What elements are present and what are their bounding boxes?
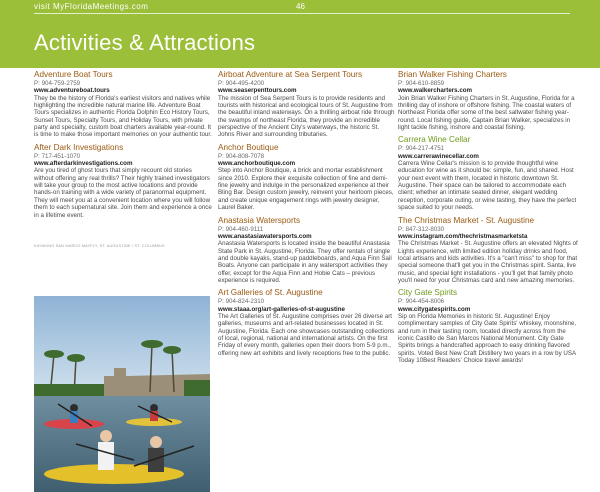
listing-anastasia-watersports: [218, 216, 396, 285]
listing-after-dark-investigations: [34, 143, 212, 219]
listing-phone: P: 717-451-1070: [34, 152, 81, 160]
header-divider: [34, 13, 570, 14]
listing-christmas-market: [398, 216, 578, 285]
column-1: [34, 70, 212, 223]
listing-phone: P: 904-610-8859: [398, 80, 445, 87]
listing-url[interactable]: www.instagram.com/thechristmasmarketsta: [398, 232, 528, 240]
listing-description: Anastasia Watersports is located inside the beautiful Anastasia State Park in St. Augustine, Florida. They offer rentals of single and double kayaks, stand-up paddleboards, and Aqua Finn Sail Boats. Anyone can participate in any watersport activities they offer, except for the Aqua Finn and Hobie Cats – previous experience is required.: [218, 240, 392, 284]
listing-phone: P: 904-759-2759: [34, 80, 81, 87]
listing-description: The Christmas Market - St. Augustine offers an elevated Nights of Lights experience, with limited edition holiday drinks and food, local artisans and kids activities. It's a "can't miss" to shop for that special someone that'll get you in the Christmas spirit. Santa, live music, and special light installations - you'll get that family photo you'll need for your Christmas card and new amazing memories.: [398, 240, 578, 284]
listing-title: Brian Walker Fishing Charters: [398, 70, 507, 79]
listing-description: Carrera Wine Cellar's mission is to provide thoughtful wine education for wine as it should be: simple, fun, and shared. Host your next event with them, located in historic downtown St. Augustine. Their space can be tailored to accommodate each client; whether an intimate seated dinner, elegant wedding reception, corporate outing, or wine tasting, they have the perfect space suited to your needs.: [398, 160, 577, 212]
listing-url[interactable]: www.afterdarkinvestigations.com: [34, 160, 133, 168]
listing-description: Sip on Florida Memories in historic St. Augustine! Enjoy complimentary samples of City Gate Spirits' whiskey, moonshine, and rum in their tasting room, located directly across from the iconic Castillo de San Marcos National Monument. City Gate Spirits brings a handcrafted approach to easy drinking flavored spirits. Voted Best New Craft Distillery two years in a row by USA Today 10Best Readers' Choice travel awards!: [398, 312, 577, 364]
listing-description: The Art Galleries of St. Augustine comprises over 26 diverse art galleries, museums and art-related businesses located in St. Augustine, Florida. Each one showcases outstanding collections of local, regional, national and international artists. On the first Friday of every month, galleries open their doors from 5-9 p.m., offering new art exhibits and lively receptions free to the public.: [218, 312, 395, 357]
listing-art-galleries: [218, 288, 396, 357]
listing-city-gate-spirits: [398, 288, 578, 364]
listing-phone: P: 904-454-8006: [398, 298, 445, 306]
listing-carrera-wine-cellar: [398, 135, 578, 211]
listing-url[interactable]: www.anchorboutique.com: [218, 160, 296, 168]
listing-phone: P: 847-312-8030: [398, 225, 445, 233]
listing-description: They be the history of Florida's earliest visitors and natives while highlighting the incredible natural marine life. Adventure Boat Tours specializes in authentic Florida Dolphin Eco History Tours, Sunset Tours, Specialty Tours, and Holiday Tours, with private party and specialty, custom boat charters available year-round. It is time to make those important memories on your authentic tour.: [34, 94, 212, 139]
listing-airboat-adventure: [218, 70, 396, 139]
listing-phone: P: 904-824-2310: [218, 298, 265, 306]
page-header: [0, 0, 600, 68]
listing-url[interactable]: www.citygatespirits.com: [398, 305, 471, 313]
listing-description: The mission of Sea Serpent Tours is to provide residents and tourists with historical and ecological tours of St. Augustine from the beautiful inland waterways. On a thrilling airboat ride through the swamps of northeast Florida, they provide an incredible perspective of the Ancient City's waterways, the historic St. Johns River and surrounding tributaries.: [218, 94, 395, 139]
listing-title: Adventure Boat Tours: [34, 70, 113, 79]
listing-url[interactable]: www.anastasiawatersports.com: [218, 232, 312, 240]
listing-title: After Dark Investigations: [34, 142, 124, 152]
listing-phone: P: 904-217-4751: [398, 145, 445, 153]
listing-description: Are you tired of ghost tours that simply recount old stories without offering any real thrills? Their highly trained investigators will take your group to the most active locations and provide hands-on training with a wide variety of paranormal equipment. They will meet you at a convenient location where you will follow them to each supernatural site. Join them and experience a once in a lifetime event.: [34, 167, 212, 219]
listing-url[interactable]: www.carrerawinecellar.com: [398, 152, 479, 160]
listing-title: Anastasia Watersports: [218, 215, 301, 225]
listing-url[interactable]: www.seaserpenttours.com: [218, 87, 297, 95]
listing-title: Airboat Adventure at Sea Serpent Tours: [218, 70, 363, 79]
listing-description: Step into Anchor Boutique, a brick and mortar establishment since 2010. Explore their exquisite collection of fine and demi-fine jewelry and indulge in the personalized experience at their Bling Bar. Design custom jewelry, reinvent your heirloom pieces, and create unique engagement rings with jewelry designer, Laurel Baker.: [218, 167, 394, 212]
kayaking-photo: [34, 296, 210, 492]
listing-adventure-boat-tours: [34, 70, 212, 139]
photo-credit: KAYAKING SAN MARCO MAYFLY, ST. AUGUSTINE / ST. COLUMBUS: [34, 244, 165, 248]
listing-title: Art Galleries of St. Augustine: [218, 288, 323, 298]
listing-phone: P: 904-808-7078: [218, 152, 265, 160]
listing-title: Carrera Wine Cellar: [398, 135, 471, 145]
page-title: Activities & Attractions: [34, 30, 256, 55]
listing-description: Join Brian Walker Fishing Charters in St. Augustine, Florida for a thrilling day of inshore or offshore fishing. The coastal waters of Northeast Florida offer some of the best saltwater fishing year-round. Local fishing guide, Captain Brian Walker, specializes in light tackle fishing, inshore and coastal fishing.: [398, 94, 575, 132]
listing-title: The Christmas Market - St. Augustine: [398, 215, 535, 225]
listing-anchor-boutique: [218, 143, 396, 212]
listing-url[interactable]: www.staaa.org/art-galleries-of-st-augustine: [218, 305, 345, 313]
column-2: [218, 70, 396, 361]
listing-phone: P: 904-495-4200: [218, 80, 265, 87]
listing-url[interactable]: www.adventureboat.tours: [34, 87, 110, 95]
kayak-scene-image: [34, 296, 210, 492]
page-number: 46: [296, 2, 305, 11]
listing-title: City Gate Spirits: [398, 288, 458, 298]
listing-phone: P: 904-460-9111: [218, 225, 264, 233]
column-3: [398, 70, 578, 368]
listing-url[interactable]: www.walkercharters.com: [398, 87, 473, 95]
site-url[interactable]: visit MyFloridaMeetings.com: [34, 2, 149, 11]
listing-brian-walker: [398, 70, 578, 131]
listing-title: Anchor Boutique: [218, 142, 279, 152]
